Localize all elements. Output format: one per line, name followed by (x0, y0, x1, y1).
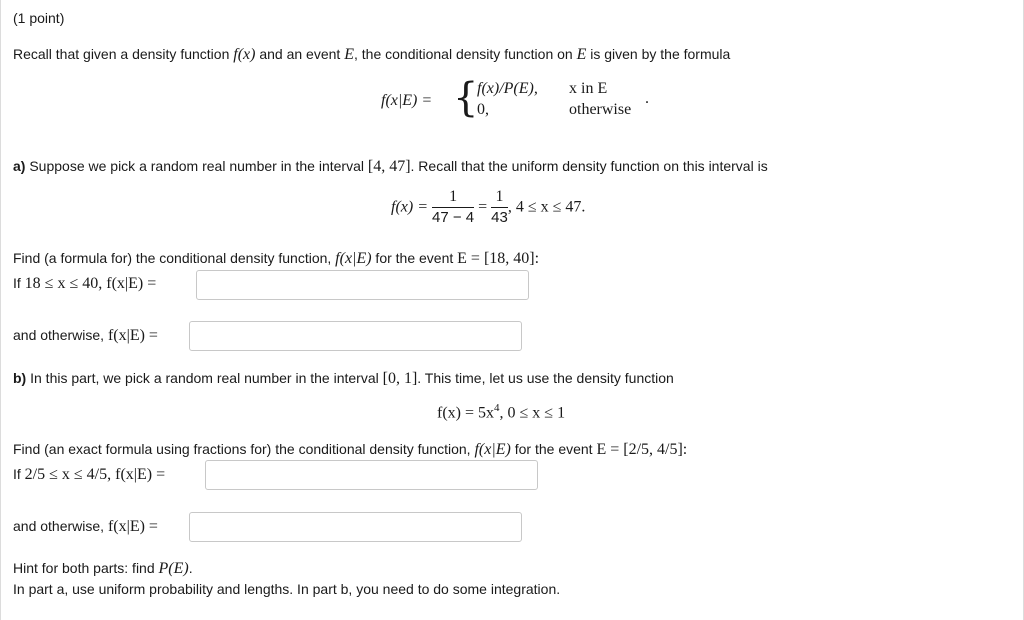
part-b-formula-tail: , 0 ≤ x ≤ 1 (499, 404, 566, 422)
part-b-find-event: E = [2/5, 4/5]: (596, 441, 688, 458)
part-a-formula-lhs: f(x) = (391, 198, 432, 216)
intro-text (13, 44, 730, 65)
piecewise-case1-cond: x in E (569, 80, 608, 97)
part-b-exponent: 4 (494, 402, 500, 414)
intro-fx: f(x) (233, 46, 256, 63)
part-b-if-cond: 2/5 ≤ x ≤ 4/5, f(x|E) = (24, 466, 166, 483)
part-a-find (13, 248, 539, 269)
part-a-if-line (13, 273, 156, 294)
part-b-density-formula (437, 402, 565, 422)
part-a-if-prefix: If (13, 275, 25, 291)
part-a-text2: . Recall that the uniform density function on this interval is (410, 158, 768, 174)
part-a-uniform-formula (391, 188, 585, 232)
part-a-frac1 (432, 188, 474, 227)
part-a-find-text: Find (a formula for) the conditional density function, (13, 250, 336, 266)
part-a-frac2 (491, 188, 508, 227)
part-a-formula-tail: , 4 ≤ x ≤ 47. (507, 198, 586, 216)
part-b-if-prefix: If (13, 466, 25, 482)
piecewise-case2-expr: 0, (477, 101, 489, 118)
part-a-interval: [4, 47] (367, 158, 411, 175)
part-a-otherwise-f: f(x|E) = (107, 327, 158, 344)
part-a-text1: Suppose we pick a random real number in the interval (25, 158, 368, 174)
points-label: (1 point) (13, 10, 65, 26)
part-b-find-text2: for the event (510, 441, 597, 457)
piecewise-lhs: f(x|E) = (381, 92, 433, 109)
part-b-find-f: f(x|E) (474, 441, 511, 458)
intro-text-tail: is given by the formula (586, 46, 731, 62)
intro-text-mid: and an event (255, 46, 345, 62)
intro-event-2: E (576, 46, 587, 63)
part-a-find-f: f(x|E) (335, 250, 372, 267)
part-a-frac2-den: 43 (491, 209, 508, 226)
part-a-otherwise-text: and otherwise, (13, 327, 108, 343)
intro-text-end: , the conditional density function on (353, 46, 577, 62)
part-b-answer-input-1[interactable] (205, 460, 538, 490)
part-b-formula: f(x) = 5x (437, 404, 495, 422)
part-b-text1: In this part, we pick a random real number in the interval (26, 370, 383, 386)
piecewise-period: . (645, 90, 649, 107)
part-a-intro (13, 156, 768, 177)
part-b-find (13, 439, 687, 460)
intro-text-start: Recall that given a density function (13, 46, 234, 62)
piecewise-brace: { (453, 75, 479, 121)
part-b-find-text: Find (an exact formula using fractions for) the conditional density function, (13, 441, 475, 457)
part-b-interval: [0, 1] (382, 370, 418, 387)
intro-event: E (344, 46, 354, 63)
part-a-frac2-num: 1 (491, 188, 508, 208)
part-b-answer-input-2[interactable] (189, 512, 522, 542)
part-b-otherwise-line (13, 516, 158, 537)
part-b-otherwise-text: and otherwise, (13, 518, 108, 534)
part-a-frac1-den: 47 − 4 (432, 209, 475, 226)
part-a-label: a) (13, 158, 26, 174)
hint-line-2: In part a, use uniform probability and lengths. In part b, you need to do some integration. (13, 581, 561, 597)
part-b-text2: . This time, let us use the density function (417, 370, 674, 386)
part-a-if-cond: 18 ≤ x ≤ 40, f(x|E) = (24, 275, 157, 292)
part-a-otherwise-line (13, 325, 158, 346)
hint-text: Hint for both parts: find (13, 560, 159, 576)
hint-end: . (188, 560, 193, 576)
part-a-answer-input-1[interactable] (196, 270, 529, 300)
part-a-frac1-num: 1 (432, 188, 474, 208)
part-a-find-event: E = [18, 40]: (457, 250, 540, 267)
part-b-otherwise-f: f(x|E) = (107, 518, 158, 535)
hint-math: P(E) (158, 560, 189, 577)
part-b-if-line (13, 464, 165, 485)
part-b-label: b) (13, 370, 27, 386)
part-a-answer-input-2[interactable] (189, 321, 522, 351)
piecewise-case2-cond: otherwise (569, 101, 632, 118)
hint-line-1 (13, 558, 193, 579)
piecewise-case1-expr: f(x)/P(E), (477, 80, 538, 97)
part-b-intro (13, 368, 674, 389)
part-a-find-text2: for the event (371, 250, 458, 266)
part-a-eq: = (474, 198, 492, 216)
